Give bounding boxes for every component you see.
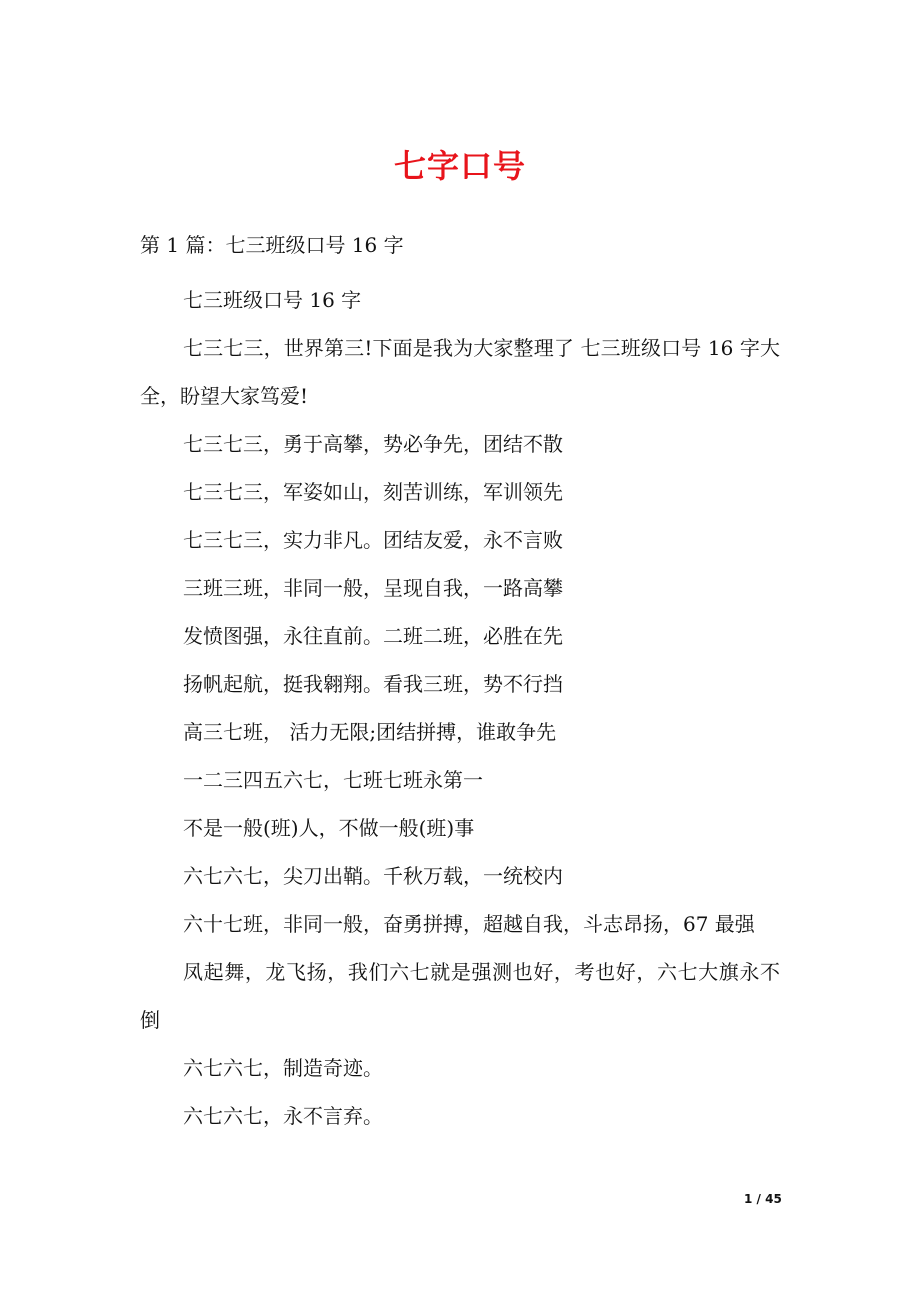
paragraph: 扬帆起航，挺我翱翔。看我三班，势不行挡 [183,672,563,696]
paragraph: 六七六七，永不言弃。 [183,1104,383,1128]
page-number: 1 / 45 [744,1192,782,1206]
paragraph: 凤起舞，龙飞扬，我们六七就是强测也好，考也好，六七大旗永不倒 [140,960,780,1032]
paragraph: 一二三四五六七，七班七班永第一 [183,768,483,792]
paragraph: 不是一般(班)人，不做一般(班)事 [183,816,475,840]
paragraph: 高三七班， 活力无限;团结拼搏，谁敢争先 [183,720,557,744]
paragraph: 六七六七，制造奇迹。 [183,1056,383,1080]
document-body [140,276,780,1140]
paragraph: 七三七三，勇于高攀，势必争先，团结不散 [183,432,563,456]
section-heading: 第 1 篇：七三班级口号 16 字 [140,233,404,257]
paragraph: 三班三班，非同一般，呈现自我，一路高攀 [183,576,563,600]
paragraph: 七三七三，实力非凡。团结友爱，永不言败 [183,528,563,552]
paragraph: 发愤图强，永往直前。二班二班，必胜在先 [183,624,563,648]
paragraph: 七三七三，军姿如山，刻苦训练，军训领先 [183,480,563,504]
paragraph: 七三七三，世界第三!下面是我为大家整理了 七三班级口号 16 字大全，盼望大家笃爱! [140,336,780,408]
paragraph: 六十七班，非同一般，奋勇拼搏，超越自我，斗志昂扬，67 最强 [183,912,755,936]
document-title: 七字口号 [393,147,526,185]
paragraph: 七三班级口号 16 字 [183,288,362,312]
paragraph: 六七六七，尖刀出鞘。千秋万载，一统校内 [183,864,563,888]
